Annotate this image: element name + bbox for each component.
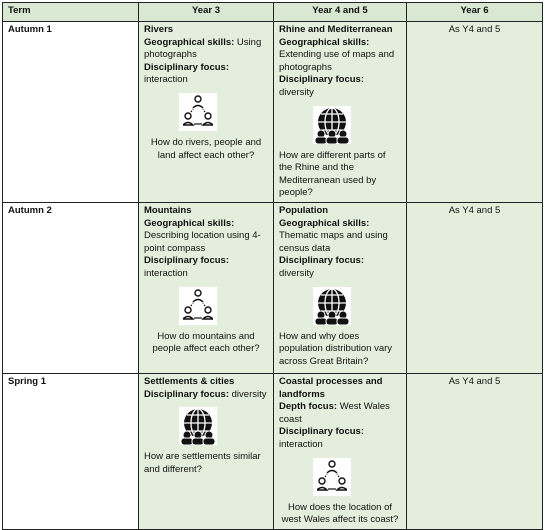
topic-title: Settlements & cities [144, 375, 235, 387]
topic-detail [144, 37, 268, 62]
globe-people-icon [313, 287, 351, 325]
detail-label: Geographical skills: [144, 36, 235, 48]
header-year-6: Year 6 [407, 3, 543, 22]
people-interaction-icon [179, 93, 217, 131]
detail-label: Disciplinary focus: [279, 74, 364, 86]
topic-title: Rhine and Mediterranean [279, 24, 393, 35]
enquiry-question: How are different parts of the Rhine and the Mediterranean used by people? [279, 149, 386, 199]
curriculum-table [2, 2, 543, 530]
detail-label: Depth focus: [279, 401, 338, 413]
topic-detail [279, 74, 401, 99]
detail-text: Thematic maps and using census data [279, 230, 388, 254]
year-3-cell [139, 22, 274, 203]
detail-text: diversity [279, 267, 314, 279]
detail-text: West Wales coast [279, 401, 390, 425]
globe-people-icon [179, 407, 217, 445]
year-4-5-cell [274, 202, 407, 373]
year-6-cell: As Y4 and 5 [407, 202, 543, 373]
enquiry-question: How and why does population distribution vary across Great Britain? [279, 330, 393, 367]
term-cell: Spring 1 [3, 373, 139, 529]
term-cell: Autumn 1 [3, 22, 139, 203]
year-6-cell: As Y4 and 5 [407, 373, 543, 529]
topic-title: Rivers [144, 24, 174, 35]
people-interaction-icon [179, 287, 217, 325]
detail-text: Describing location using 4-point compass [144, 230, 261, 254]
year-4-5-cell [274, 22, 407, 203]
detail-label: Disciplinary focus: [144, 388, 229, 400]
topic-title: Mountains [144, 204, 192, 216]
enquiry-question: How do rivers, people and land affect each other? [150, 136, 262, 161]
enquiry-question: How are settlements similar and different? [144, 451, 261, 475]
header-term: Term [3, 3, 139, 22]
detail-label: Disciplinary focus: [144, 255, 229, 267]
enquiry-question: How do mountains and people affect each other? [152, 330, 260, 355]
topic-detail [144, 218, 268, 256]
header-year-3: Year 3 [139, 3, 274, 22]
detail-label: Geographical skills: [144, 217, 235, 229]
term-cell: Autumn 2 [3, 202, 139, 373]
topic-detail [279, 218, 401, 256]
header-year-4-5: Year 4 and 5 [274, 3, 407, 22]
detail-label: Geographical skills: [279, 217, 370, 229]
people-interaction-icon [313, 458, 351, 496]
detail-text: interaction [144, 74, 188, 86]
topic-title: Population [279, 204, 329, 216]
header-row [3, 3, 543, 22]
detail-label: Disciplinary focus: [279, 255, 364, 267]
detail-text: interaction [144, 267, 188, 279]
globe-people-icon [313, 106, 351, 144]
year-3-cell [139, 373, 274, 529]
detail-label: Disciplinary focus: [144, 61, 229, 73]
topic-detail [279, 37, 401, 75]
topic-detail [279, 255, 401, 280]
term-row [3, 22, 543, 203]
topic-title: Coastal processes and landforms [279, 375, 383, 400]
detail-text: diversity [229, 388, 267, 400]
detail-label: Geographical skills: [279, 36, 370, 48]
topic-detail [144, 62, 268, 87]
topic-detail [279, 426, 401, 451]
term-row [3, 202, 543, 373]
topic-detail [144, 389, 268, 402]
detail-label: Disciplinary focus: [279, 426, 364, 438]
topic-detail [144, 255, 268, 280]
detail-text: diversity [279, 86, 314, 98]
year-6-cell: As Y4 and 5 [407, 22, 543, 203]
detail-text: Using photographs [144, 36, 262, 61]
term-row [3, 373, 543, 529]
enquiry-question: How does the location of west Wales affect its coast? [281, 501, 399, 526]
detail-text: interaction [279, 438, 323, 450]
year-3-cell [139, 202, 274, 373]
topic-detail [279, 401, 401, 426]
year-4-5-cell [274, 373, 407, 529]
detail-text: Extending use of maps and photographs [279, 49, 395, 73]
